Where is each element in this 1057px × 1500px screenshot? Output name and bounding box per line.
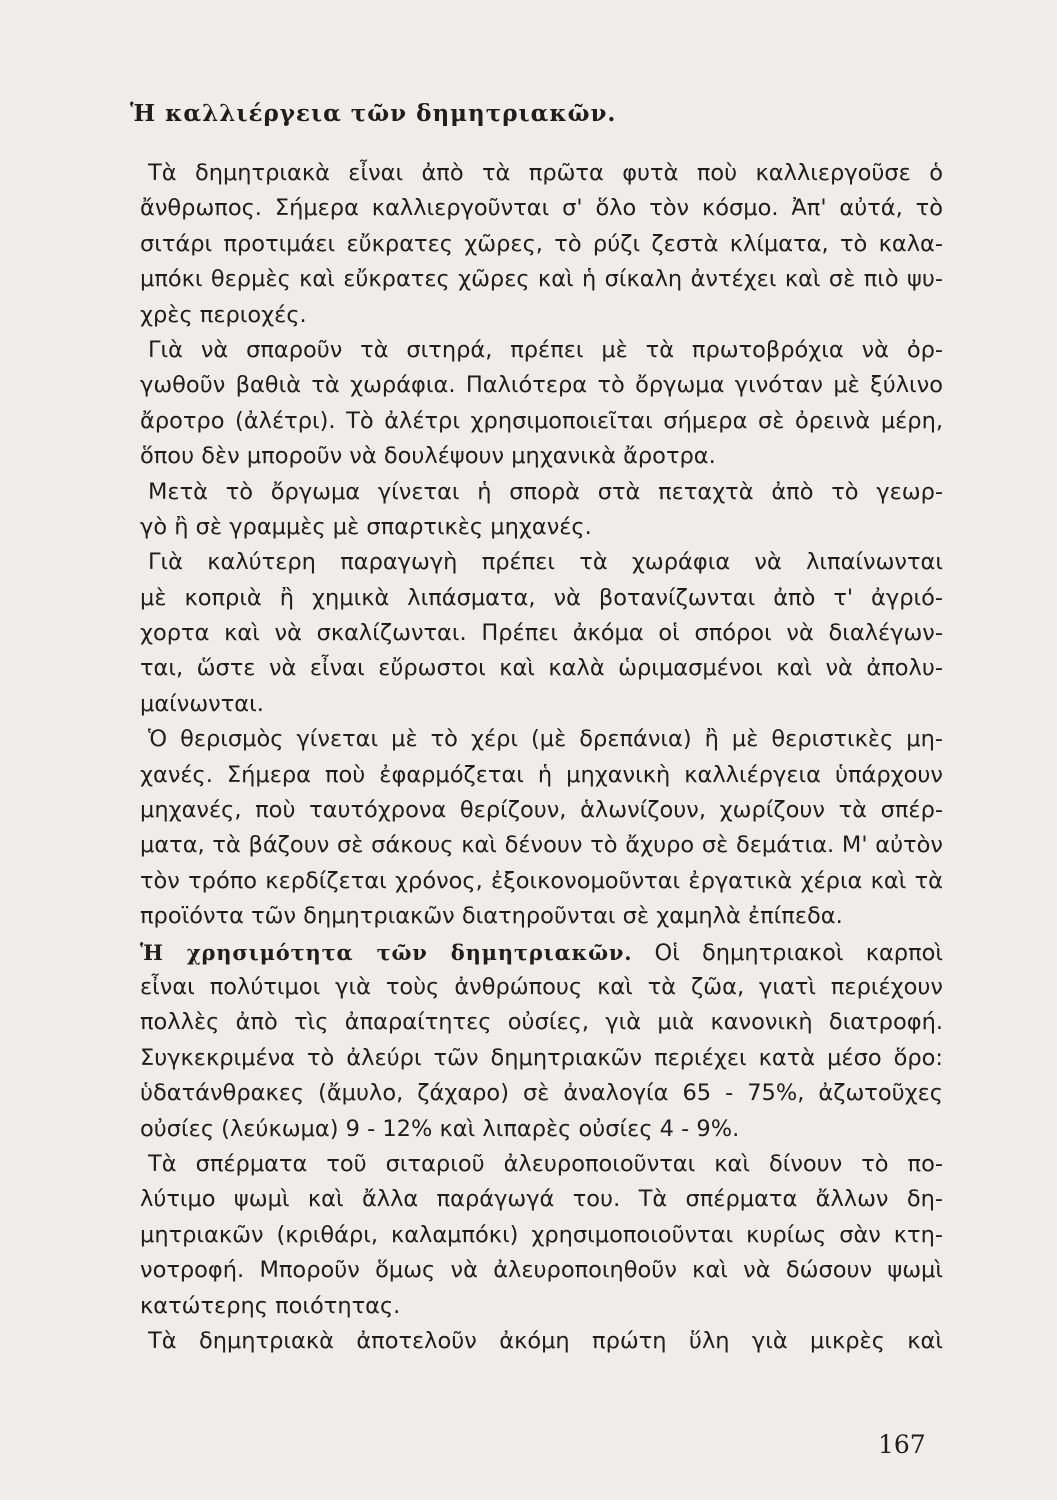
text-line: Μετὰ τὸ ὄργωμα γίνεται ἡ σπορὰ στὰ πεταχτὰ ἀπὸ τὸ γεωρ- xyxy=(148,478,943,505)
text-line: ὅπου δὲν μποροῦν νὰ δουλέψουν μηχανικὰ ἄροτρα. xyxy=(140,443,716,470)
section-2-first-line xyxy=(140,935,943,970)
text-line: μπόκι θερμὲς καὶ εὔκρατες χῶρες καὶ ἡ σίκαλη ἀντέχει καὶ σὲ πιὸ ψυ- xyxy=(140,266,943,293)
text-line: χορτα καὶ νὰ σκαλίζωνται. Πρέπει ἀκόμα οἱ σπόροι νὰ διαλέγων- xyxy=(140,620,943,647)
text-line: τὸν τρόπο κερδίζεται χρόνος, ἐξοικονομοῦνται ἐργατικὰ χέρια καὶ τὰ xyxy=(140,867,943,894)
text-line: λύτιμο ψωμὶ καὶ ἄλλα παράγωγά του. Τὰ σπέρματα ἄλλων δη- xyxy=(140,1186,943,1213)
text-line: Ὁ θερισμὸς γίνεται μὲ τὸ χέρι (μὲ δρεπάνια) ἢ μὲ θεριστικὲς μη- xyxy=(148,726,943,753)
text-line: Τὰ δημητριακὰ εἶναι ἀπὸ τὰ πρῶτα φυτὰ ποὺ καλλιεργοῦσε ὁ xyxy=(148,160,943,186)
page-number: 167 xyxy=(878,1430,926,1459)
text-line: ματα, τὰ βάζουν σὲ σάκους καὶ δένουν τὸ ἄχυρο σὲ δεμάτια. Μ' αὐτὸν xyxy=(140,832,943,859)
text-line: γωθοῦν βαθιὰ τὰ χωράφια. Παλιότερα τὸ ὄργωμα γινόταν μὲ ξύλινο xyxy=(140,372,943,399)
text-line: χρὲς περιοχές. xyxy=(140,301,307,328)
text-line: Γιὰ καλύτερη παραγωγὴ πρέπει τὰ χωράφια νὰ λιπαίνωνται xyxy=(148,549,943,576)
text-line: Γιὰ νὰ σπαροῦν τὰ σιτηρά, πρέπει μὲ τὰ πρωτοβρόχια νὰ ὀρ- xyxy=(148,336,943,363)
text-line: μαίνωνται. xyxy=(140,690,264,717)
text-line: σιτάρι προτιμάει εὔκρατες χῶρες, τὸ ρύζι ζεστὰ κλίματα, τὸ καλα- xyxy=(140,230,943,257)
text-line: μὲ κοπριὰ ἢ χημικὰ λιπάσματα, νὰ βοτανίζωνται ἀπὸ τ' ἀγριό- xyxy=(140,584,943,611)
text-line: κατώτερης ποιότητας. xyxy=(140,1292,401,1319)
text-line: Τὰ δημητριακὰ ἀποτελοῦν ἀκόμη πρώτη ὕλη γιὰ μικρὲς καὶ xyxy=(148,1327,943,1354)
text-line: χανές. Σήμερα ποὺ ἐφαρμόζεται ἡ μηχανικὴ καλλιέργεια ὑπάρχουν xyxy=(140,761,943,788)
text-line: Τὰ σπέρματα τοῦ σιταριοῦ ἀλευροποιοῦνται καὶ δίνουν τὸ πο- xyxy=(148,1150,943,1177)
text-line: εἶναι πολύτιμοι γιὰ τοὺς ἀνθρώπους καὶ τὰ ζῶα, γιατὶ περιέχουν xyxy=(140,973,943,1000)
section-heading-cultivation: Ἡ καλλιέργεια τῶν δημητριακῶν. xyxy=(130,100,617,127)
text-line: γὸ ἢ σὲ γραμμὲς μὲ σπαρτικὲς μηχανές. xyxy=(140,513,592,540)
text-line: μηχανές, ποὺ ταυτόχρονα θερίζουν, ἁλωνίζουν, χωρίζουν τὰ σπέρ- xyxy=(140,797,943,824)
body-text xyxy=(140,156,943,1359)
text-fragment: Οἱ δημητριακοὶ καρποὶ xyxy=(654,939,943,966)
text-line: Συγκεκριμένα τὸ ἀλεύρι τῶν δημητριακῶν περιέχει κατὰ μέσο ὅρο: xyxy=(140,1044,943,1071)
text-line: πολλὲς ἀπὸ τὶς ἀπαραίτητες οὐσίες, γιὰ μιὰ κανονικὴ διατροφή. xyxy=(140,1009,943,1036)
text-line: μητριακῶν (κριθάρι, καλαμπόκι) χρησιμοποιοῦνται κυρίως σὰν κτη- xyxy=(140,1221,943,1248)
text-line: ἄροτρο (ἀλέτρι). Τὸ ἀλέτρι χρησιμοποιεῖται σήμερα σὲ ὀρεινὰ μέρη, xyxy=(140,407,943,434)
text-line: ὑδατάνθρακες (ἄμυλο, ζάχαρο) σὲ ἀναλογία 65 - 75%, ἀζωτοῦχες xyxy=(140,1080,943,1107)
text-line: προϊόντα τῶν δημητριακῶν διατηροῦνται σὲ χαμηλὰ ἐπίπεδα. xyxy=(140,903,843,930)
text-line: ἄνθρωπος. Σήμερα καλλιεργοῦνται σ' ὅλο τὸν κόσμο. Ἀπ' αὐτά, τὸ xyxy=(140,195,943,222)
section-heading-usefulness: Ἡ χρησιμότητα τῶν δημητριακῶν. xyxy=(140,939,633,965)
text-line: οὐσίες (λεύκωμα) 9 - 12% καὶ λιπαρὲς οὐσίες 4 - 9%. xyxy=(140,1115,740,1142)
text-line: νοτροφή. Μποροῦν ὅμως νὰ ἀλευροποιηθοῦν καὶ νὰ δώσουν ψωμὶ xyxy=(140,1257,943,1284)
text-line: ται, ὥστε νὰ εἶναι εὔρωστοι καὶ καλὰ ὡριμασμένοι καὶ νὰ ἀπολυ- xyxy=(140,655,943,682)
